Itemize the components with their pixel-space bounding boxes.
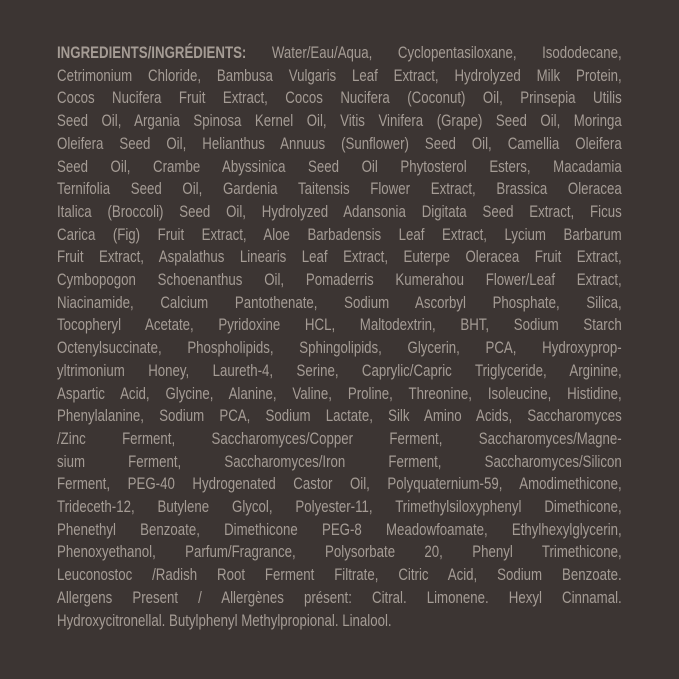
- ingredients-line: Seed Oil, Crambe Abyssinica Seed Oil Phytosterol Esters, Macadamia: [57, 156, 622, 176]
- ingredients-line: Oleifera Seed Oil, Helianthus Annuus (Sunflower) Seed Oil, Camellia Oleifera: [57, 133, 622, 153]
- ingredients-text-block: [57, 42, 622, 632]
- ingredients-line: sium Ferment, Saccharomyces/Iron Ferment, Saccharomyces/Silicon: [57, 451, 622, 471]
- ingredients-line: Phenoxyethanol, Parfum/Fragrance, Polysorbate 20, Phenyl Trimethicone,: [57, 542, 622, 562]
- ingredients-line: Aspartic Acid, Glycine, Alanine, Valine, Proline, Threonine, Isoleucine, Histidine,: [57, 383, 622, 403]
- ingredients-line: Phenylalanine, Sodium PCA, Sodium Lactate, Silk Amino Acids, Saccharomyces: [57, 406, 622, 426]
- ingredients-line: Ferment, PEG-40 Hydrogenated Castor Oil, Polyquaternium-59, Amodimethicone,: [57, 474, 622, 494]
- ingredients-line: Leuconostoc /Radish Root Ferment Filtrate, Citric Acid, Sodium Benzoate.: [57, 565, 622, 585]
- ingredients-line: Cocos Nucifera Fruit Extract, Cocos Nucifera (Coconut) Oil, Prinsepia Utilis: [57, 88, 622, 108]
- ingredients-heading: INGREDIENTS/INGRÉDIENTS:: [57, 43, 247, 62]
- ingredients-line: Carica (Fig) Fruit Extract, Aloe Barbadensis Leaf Extract, Lycium Barbarum: [57, 224, 622, 244]
- ingredients-line: Italica (Broccoli) Seed Oil, Hydrolyzed Adansonia Digitata Seed Extract, Ficus: [57, 201, 622, 221]
- ingredients-lines: [57, 65, 622, 610]
- ingredients-line: Allergens Present / Allergènes présent: Citral. Limonene. Hexyl Cinnamal.: [57, 587, 622, 607]
- ingredients-line: Fruit Extract, Aspalathus Linearis Leaf Extract, Euterpe Oleracea Fruit Extract,: [57, 247, 622, 267]
- ingredients-line: yltrimonium Honey, Laureth-4, Serine, Caprylic/Capric Triglyceride, Arginine,: [57, 360, 622, 380]
- ingredients-line1-rest: Water/Eau/Aqua, Cyclopentasiloxane, Isododecane,: [271, 43, 622, 62]
- ingredients-line: Phenethyl Benzoate, Dimethicone PEG-8 Meadowfoamate, Ethylhexylglycerin,: [57, 519, 622, 539]
- ingredients-line: Cetrimonium Chloride, Bambusa Vulgaris Leaf Extract, Hydrolyzed Milk Protein,: [57, 65, 622, 85]
- ingredients-heading-line: [57, 42, 622, 65]
- ingredients-line: /Zinc Ferment, Saccharomyces/Copper Ferment, Saccharomyces/Magne-: [57, 428, 622, 448]
- ingredients-line: Cymbopogon Schoenanthus Oil, Pomaderris Kumerahou Flower/Leaf Extract,: [57, 270, 622, 290]
- ingredients-line: Ternifolia Seed Oil, Gardenia Taitensis Flower Extract, Brassica Oleracea: [57, 179, 622, 199]
- ingredients-line: Octenylsuccinate, Phospholipids, Sphingolipids, Glycerin, PCA, Hydroxyprop-: [57, 338, 622, 358]
- ingredients-line: Seed Oil, Argania Spinosa Kernel Oil, Vitis Vinifera (Grape) Seed Oil, Moringa: [57, 111, 622, 131]
- ingredients-line: Trideceth-12, Butylene Glycol, Polyester-11, Trimethylsiloxyphenyl Dimethicone,: [57, 497, 622, 517]
- ingredients-final-line: Hydroxycitronellal. Butylphenyl Methylpropional. Linalool.: [57, 610, 392, 630]
- ingredients-line: Tocopheryl Acetate, Pyridoxine HCL, Maltodextrin, BHT, Sodium Starch: [57, 315, 622, 335]
- ingredients-line: Niacinamide, Calcium Pantothenate, Sodium Ascorbyl Phosphate, Silica,: [57, 292, 622, 312]
